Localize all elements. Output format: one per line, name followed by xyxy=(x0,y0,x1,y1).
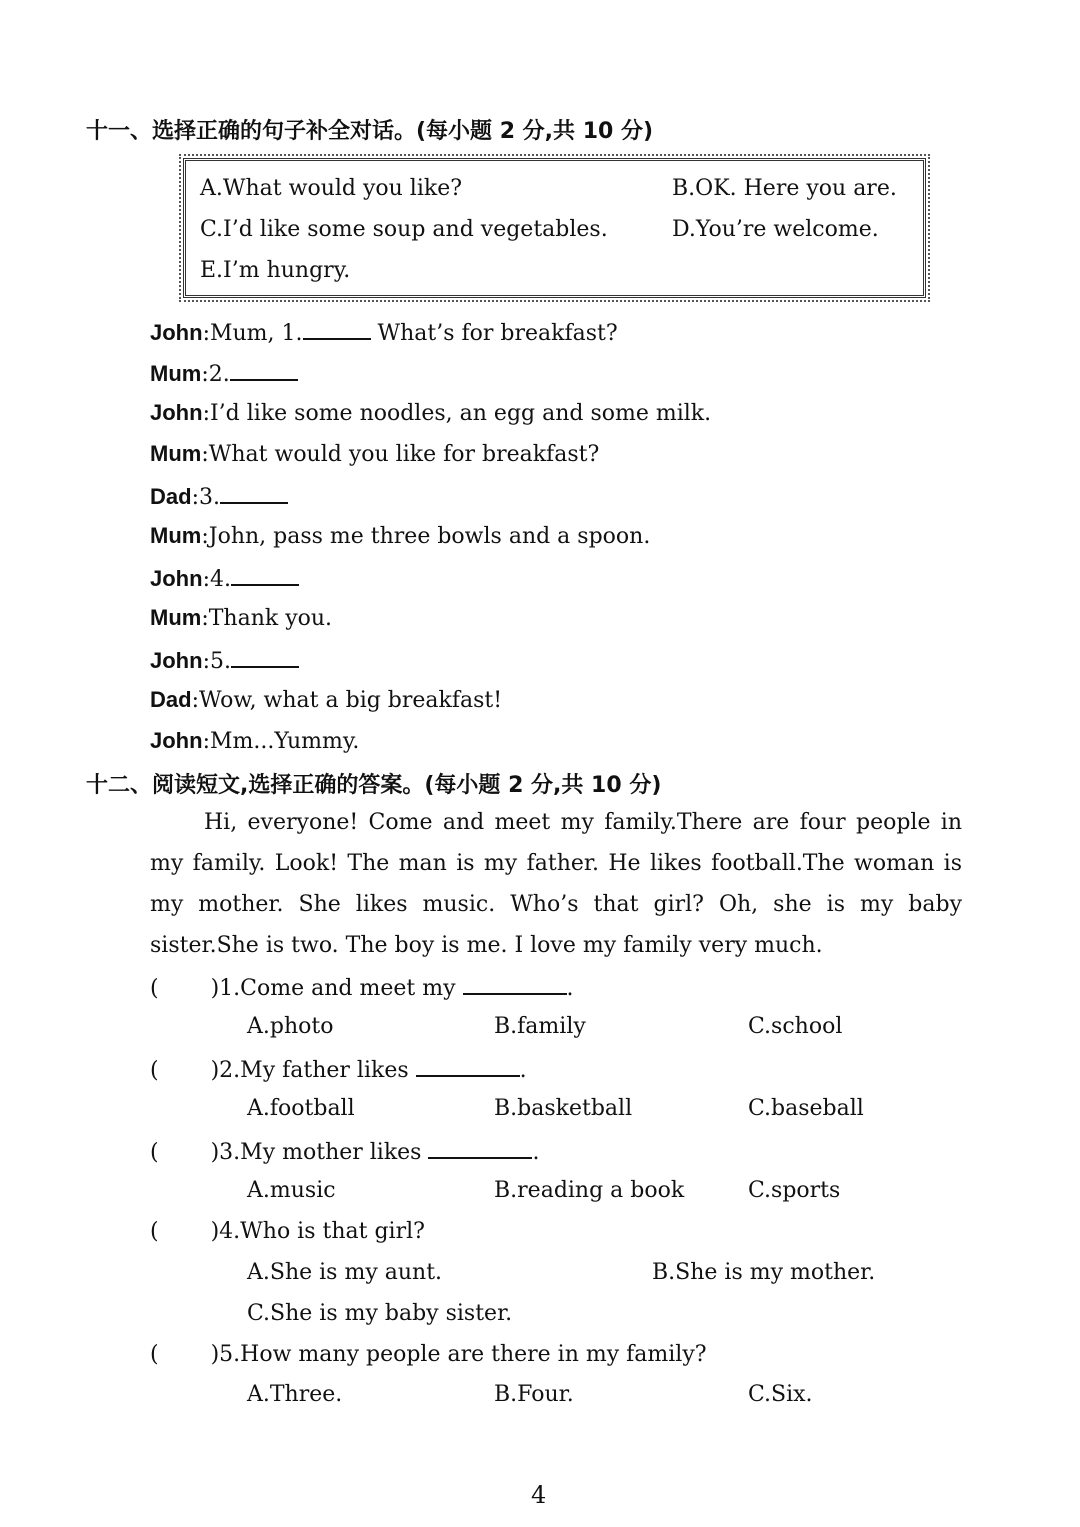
speaker: Dad xyxy=(150,687,192,712)
colon: : xyxy=(201,442,209,467)
colon: : xyxy=(202,649,210,674)
answer-paren: ( xyxy=(150,1140,159,1165)
answer-paren: ( xyxy=(150,1058,159,1083)
line-text: 5. xyxy=(209,649,231,674)
answer-paren: ( xyxy=(150,1342,159,1367)
q1-option-b: B.family xyxy=(494,1014,586,1039)
q2-option-b: B.basketball xyxy=(494,1096,633,1121)
speaker: John xyxy=(150,728,203,753)
line-text: 3. xyxy=(198,485,220,510)
speaker: John xyxy=(150,566,203,591)
dialogue-line-9 xyxy=(150,646,299,674)
dialogue-line-2 xyxy=(150,359,298,387)
line-text: Wow, what a big breakfast! xyxy=(198,688,503,713)
q2-option-c: C.baseball xyxy=(748,1096,864,1121)
q5-option-b: B.Four. xyxy=(494,1382,574,1407)
question-2 xyxy=(150,1055,527,1083)
section-12-heading: 十二、阅读短文,选择正确的答案。(每小题 2 分,共 10 分) xyxy=(86,773,662,798)
answer-blank-3[interactable] xyxy=(220,482,288,504)
question-blank-1[interactable] xyxy=(463,973,567,995)
colon: : xyxy=(191,688,199,713)
dialogue-line-8 xyxy=(150,605,332,631)
q3-option-b: B.reading a book xyxy=(494,1178,685,1203)
colon: : xyxy=(202,321,210,346)
q4-option-b: B.She is my mother. xyxy=(652,1260,876,1285)
line-text: 2. xyxy=(208,362,230,387)
colon: : xyxy=(202,567,210,592)
dialogue-line-3 xyxy=(150,400,711,426)
question-blank-3[interactable] xyxy=(428,1137,532,1159)
line-text: Mum, 1. xyxy=(209,321,303,346)
option-d: D.You’re welcome. xyxy=(672,217,879,242)
speaker: John xyxy=(150,648,203,673)
question-stem: )5.How many people are there in my family? xyxy=(210,1342,707,1367)
question-stem: )3.My mother likes xyxy=(210,1140,422,1165)
answer-paren: ( xyxy=(150,1219,159,1244)
colon: : xyxy=(191,485,199,510)
colon: : xyxy=(201,524,209,549)
dialogue-line-5 xyxy=(150,482,288,510)
q5-option-a: A.Three. xyxy=(247,1382,343,1407)
question-stem: )1.Come and meet my xyxy=(210,976,456,1001)
line-text: What would you like for breakfast? xyxy=(208,442,600,467)
dialogue-line-4 xyxy=(150,441,599,467)
colon: : xyxy=(202,401,210,426)
line-text: John, pass me three bowls and a spoon. xyxy=(208,524,651,549)
q4-option-a: A.She is my aunt. xyxy=(247,1260,443,1285)
reading-passage: Hi, everyone! Come and meet my family.There are four people in my family. Look! The man is my father. He likes football.The woman is my mother. She likes music. Who’s that girl? Oh, she is my baby sister.She is two. The boy is me. I love my family very much. xyxy=(150,810,962,958)
dialogue-line-11 xyxy=(150,728,359,754)
line-text: Thank you. xyxy=(208,606,333,631)
q5-option-c: C.Six. xyxy=(748,1382,813,1407)
q3-option-c: C.sports xyxy=(748,1178,841,1203)
colon: : xyxy=(201,362,209,387)
speaker: Mum xyxy=(150,361,202,386)
answer-blank-5[interactable] xyxy=(231,646,299,668)
dialogue-line-6 xyxy=(150,523,650,549)
question-end: . xyxy=(519,1058,527,1083)
q2-option-a: A.football xyxy=(247,1096,355,1121)
question-end: . xyxy=(566,976,574,1001)
colon: : xyxy=(201,606,209,631)
question-stem: )4.Who is that girl? xyxy=(210,1219,425,1244)
option-a: A.What would you like? xyxy=(200,176,463,201)
option-b: B.OK. Here you are. xyxy=(672,176,897,201)
speaker: John xyxy=(150,320,203,345)
line-text: Mm...Yummy. xyxy=(209,729,360,754)
answer-blank-1[interactable] xyxy=(303,318,371,340)
q1-option-c: C.school xyxy=(748,1014,843,1039)
line-text: I’d like some noodles, an egg and some milk. xyxy=(209,401,712,426)
answer-blank-2[interactable] xyxy=(230,359,298,381)
speaker: Mum xyxy=(150,523,202,548)
section-11-heading: 十一、选择正确的句子补全对话。(每小题 2 分,共 10 分) xyxy=(86,119,654,144)
dialogue-line-1 xyxy=(150,318,618,346)
question-1 xyxy=(150,973,574,1001)
q4-option-c: C.She is my baby sister. xyxy=(247,1301,513,1326)
question-3 xyxy=(150,1137,539,1165)
speaker: Dad xyxy=(150,484,192,509)
speaker: Mum xyxy=(150,605,202,630)
colon: : xyxy=(202,729,210,754)
line-text: 4. xyxy=(209,567,231,592)
option-c: C.I’d like some soup and vegetables. xyxy=(200,217,608,242)
question-blank-2[interactable] xyxy=(416,1055,520,1077)
option-e: E.I’m hungry. xyxy=(200,258,351,283)
line-text-after: What’s for breakfast? xyxy=(370,321,618,346)
speaker: Mum xyxy=(150,441,202,466)
page-number: 4 xyxy=(531,1481,547,1509)
q1-option-a: A.photo xyxy=(247,1014,334,1039)
question-end: . xyxy=(532,1140,540,1165)
question-4 xyxy=(150,1219,425,1244)
answer-blank-4[interactable] xyxy=(231,564,299,586)
question-stem: )2.My father likes xyxy=(210,1058,409,1083)
q3-option-a: A.music xyxy=(247,1178,336,1203)
dialogue-line-10 xyxy=(150,687,502,713)
question-5 xyxy=(150,1342,707,1367)
answer-paren: ( xyxy=(150,976,159,1001)
dialogue-line-7 xyxy=(150,564,299,592)
speaker: John xyxy=(150,400,203,425)
